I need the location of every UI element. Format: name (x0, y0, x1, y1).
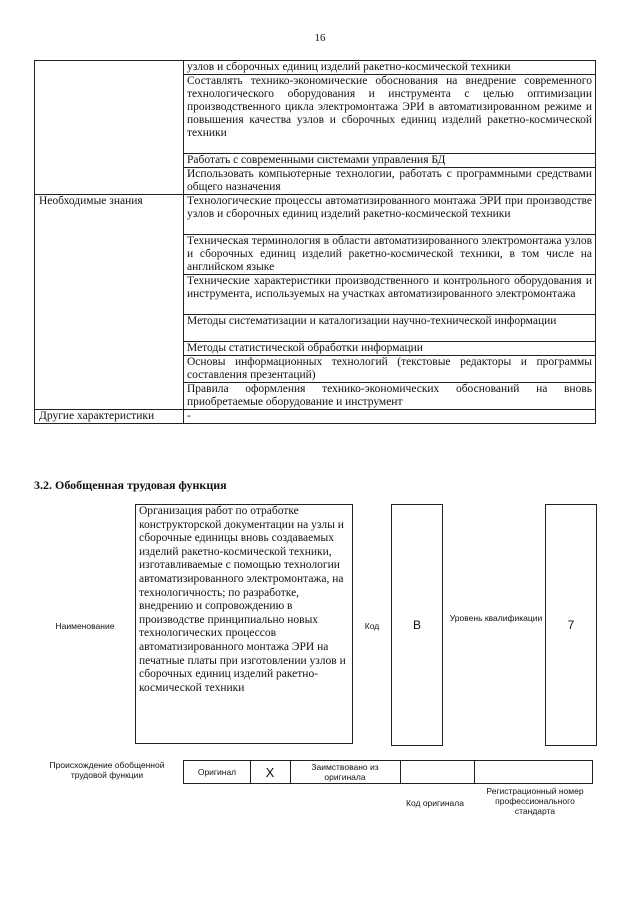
borrowed-label: Заимствовано из оригинала (311, 762, 379, 782)
table-cell: Методы статистической обработки информации (184, 342, 596, 356)
table-cell: Использовать компьютерные технологии, работать с программными средствами общего назначения (184, 168, 596, 195)
original-code-caption: Код оригинала (406, 798, 464, 808)
registration-number-caption: Регистрационный номер профессионального стандарта (486, 786, 584, 816)
original-code-cell (400, 761, 475, 783)
section-title: 3.2. Обобщенная трудовая функция (34, 478, 227, 492)
table-cell: Основы информационных технологий (текстовые редакторы и программы составления презентаций) (184, 356, 596, 383)
table-cell: Правила оформления технико-экономических обоснований на вновь приобретаемые оборудование и инструмент (184, 383, 596, 410)
table-cell: Работать с современными системами управления БД (184, 154, 596, 168)
original-mark-cell (250, 761, 291, 783)
code-label: Код (364, 621, 380, 631)
table-cell: Технические характеристики производственного и контрольного оборудования и инструмента, используемых на участках автоматизированного электромонтажа (184, 275, 596, 315)
page-number: 16 (314, 32, 326, 44)
table-cell: Технологические процессы автоматизированного монтажа ЭРИ при производстве узлов и сборочных единиц изделий ракетно-космической техники (184, 195, 596, 235)
table-cell: узлов и сборочных единиц изделий ракетно-космической техники (184, 61, 596, 75)
original-label: Оригинал (197, 767, 237, 777)
table-row (35, 61, 596, 75)
skills-knowledge-table (34, 60, 596, 424)
table-cell: Техническая терминология в области автоматизированного электромонтажа узлов и сборочных единиц изделий ракетно-космической техники, в том числе на английском языке (184, 235, 596, 275)
origin-row (183, 760, 593, 784)
origin-label: Происхождение обобщенной трудовой функции (49, 760, 165, 780)
function-name-box: Организация работ по отработке конструкторской документации на узлы и сборочные единицы вновь создаваемых изделий ракетно-космической техники, изготавливаемые с помощью технологии автоматизированного электромонтажа, на технологичность; по разработке, внедрению и сопровождению в производстве принципиально новых технологических процессов автоматизированного монтажа ЭРИ на печатные платы при изготовлении узлов и сборочных единиц изделий ракетно-космической техники (135, 504, 353, 744)
original-label-cell (184, 761, 251, 783)
table-cell: - (184, 410, 596, 424)
table-row (35, 195, 596, 235)
borrowed-cell (290, 761, 401, 783)
qualification-level-box: 7 (545, 504, 597, 746)
row-label-other: Другие характеристики (35, 410, 184, 424)
row-label-skills (35, 61, 184, 195)
table-cell: Методы систематизации и каталогизации научно-технической информации (184, 315, 596, 342)
original-mark: X (265, 764, 275, 780)
code-value-box: В (391, 504, 443, 746)
name-label: Наименование (55, 621, 115, 631)
registration-number-cell (474, 761, 590, 783)
table-cell: Составлять технико-экономические обоснования на внедрение современного технологического оборудования и инструмента с целью оптимизации производственного цикла электромонтажа ЭРИ в автоматизированном режиме и повышения качества узлов и сборочных единиц изделий ракетно-космической техники (184, 75, 596, 154)
qualification-level-label: Уровень квалификации (449, 613, 543, 623)
row-label-knowledge: Необходимые знания (35, 195, 184, 410)
table-row (35, 410, 596, 424)
